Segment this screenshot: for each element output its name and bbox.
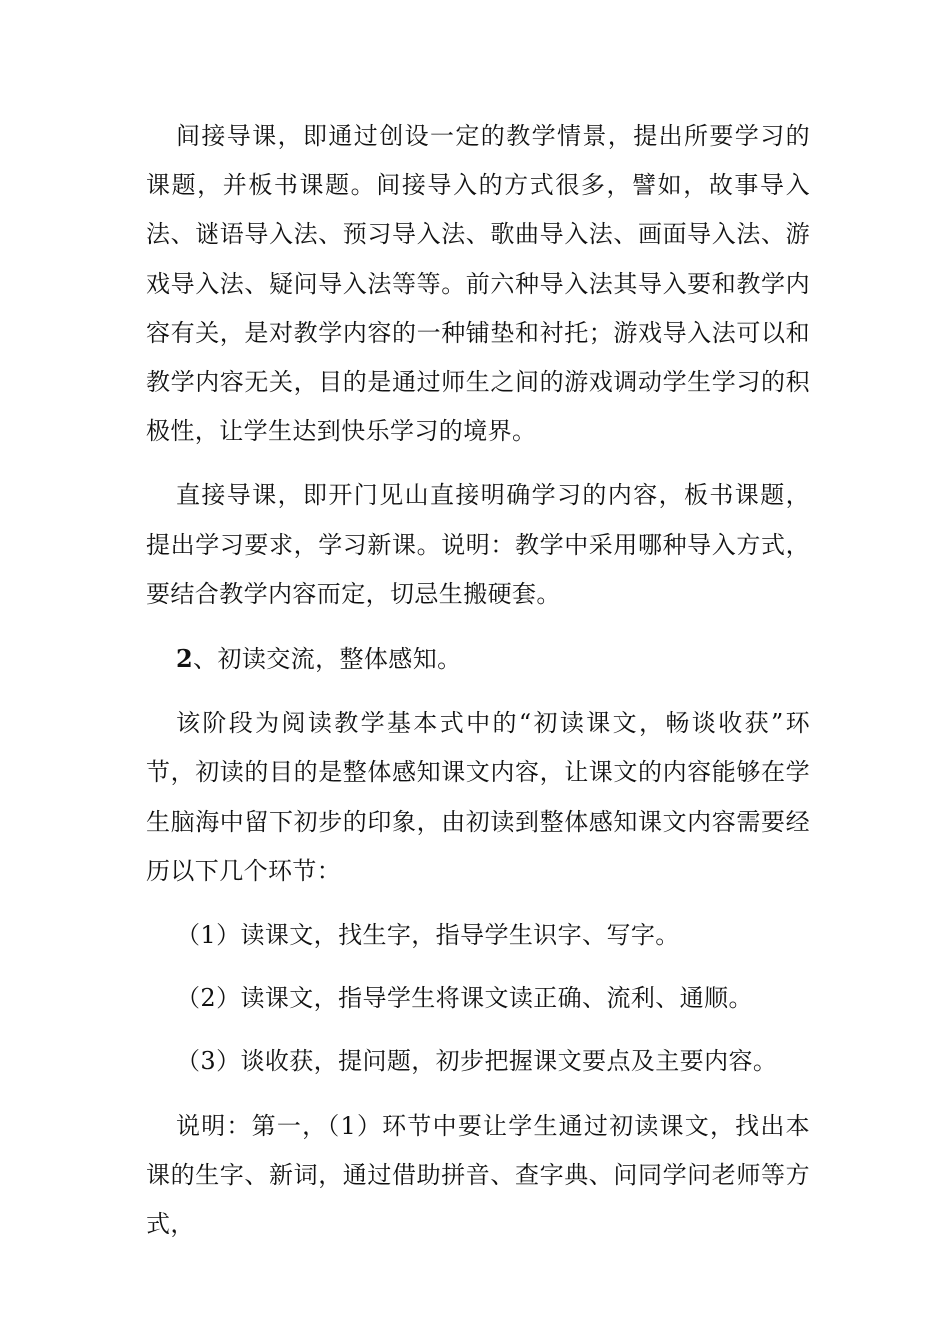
paragraph-first-reading: 该阶段为阅读教学基本式中的“初读课文，畅谈收获”环节，初读的目的是整体感知课文内容，让课文的内容能够在学生脑海中留下初步的印象，由初读到整体感知课文内容需要经历以下几个环节： — [146, 709, 810, 885]
paragraph-direct-intro: 直接导课，即开门见山直接明确学习的内容，板书课题，提出学习要求，学习新课。说明：教学中采用哪种导入方式，要结合教学内容而定，切忌生搬硬套。 — [146, 481, 810, 608]
list-item-step-3: （3）谈收获，提问题，初步把握课文要点及主要内容。 — [176, 1047, 778, 1076]
section-heading-text: 、初读交流，整体感知。 — [193, 645, 462, 674]
list-item-step-1: （1）读课文，找生字，指导学生识字、写字。 — [176, 921, 680, 950]
paragraph-indirect-intro: 间接导课，即通过创设一定的教学情景，提出所要学习的课题，并板书课题。间接导入的方式很多，譬如，故事导入法、谜语导入法、预习导入法、歌曲导入法、画面导入法、游戏导入法、疑问导入法等等。前六种导入法其导入要和教学内容有关，是对教学内容的一种铺垫和衬托；游戏导入法可以和教学内容无关，目的是通过师生之间的游戏调动学生学习的积极性，让学生达到快乐学习的境界。 — [146, 122, 810, 446]
section-heading-2 — [146, 634, 810, 684]
document-page — [146, 112, 810, 1249]
list-item-step-2: （2）读课文，指导学生将课文读正确、流利、通顺。 — [176, 984, 753, 1013]
section-number: 2 — [176, 644, 194, 674]
paragraph-explanation: 说明：第一，（1）环节中要让学生通过初读课文，找出本课的生字、新词，通过借助拼音、查字典、问同学问老师等方式， — [146, 1111, 810, 1239]
